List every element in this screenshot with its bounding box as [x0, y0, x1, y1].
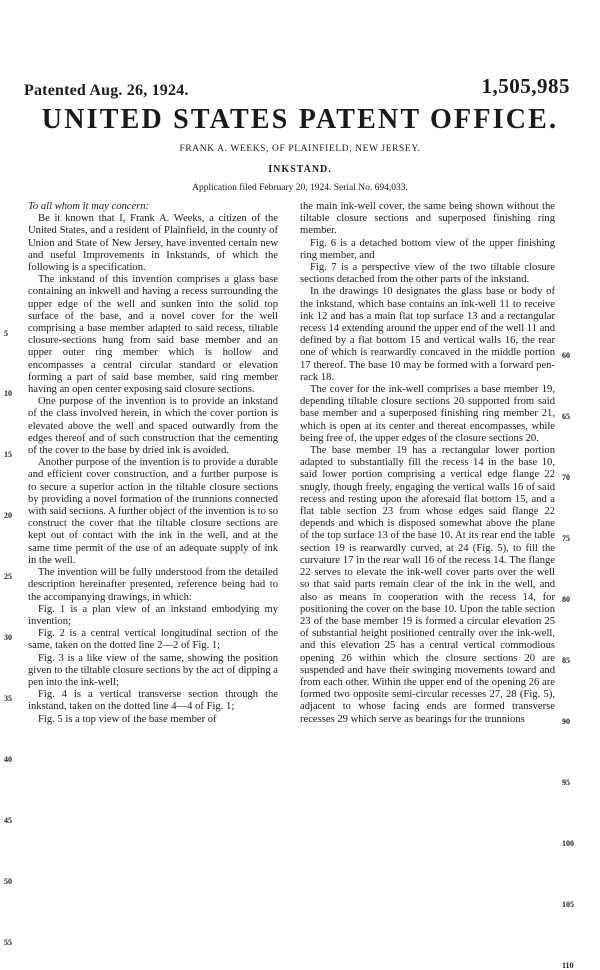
paragraph: The invention will be fully understood from the detailed description hereinafter presented, reference being had to the accompanying drawings, in which:	[28, 567, 278, 603]
paragraph: Fig. 1 is a plan view of an inkstand embodying my invention;	[28, 603, 278, 627]
line-number: 35	[4, 694, 12, 703]
invention-title: INKSTAND.	[268, 164, 332, 175]
paragraph: Fig. 2 is a central vertical longitudinal section of the same, taken on the dotted line 2—2 of Fig. 1;	[28, 628, 278, 652]
column-divider	[289, 205, 290, 870]
line-number: 45	[4, 816, 12, 825]
paragraph: In the drawings 10 designates the glass base or body of the inkstand, which base contains an ink-well 11 to receive ink 12 and has a main flat top surface 13 and a rectangular recess 14 extending around the upper end of the well 11 and defined by a flat bottom 15 and vertical walls 16, the rear one of which is rearwardly concaved in the middle portion 17 thereof. The base 10 may be formed with a forward pen-rack 18.	[300, 286, 555, 383]
line-number: 65	[562, 412, 570, 421]
salutation: To all whom it may concern:	[28, 201, 150, 212]
paragraph: Fig. 6 is a detached bottom view of the upper finishing ring member, and	[300, 237, 555, 261]
paragraph: The inkstand of this invention comprises a glass base containing an inkwell and having a recess surrounding the upper edge of the well and sunken into the solid top surface of the base, and a novel cover for the well comprising a base member adapted to said recess, tiltable closure-sections hung from said base member and an upper outer ring member which is hollow and encompasses a central circular standard or elevation forming a part of said base member, said ring member having an open center exposing said closure sections.	[28, 274, 278, 396]
office-title: UNITED STATES PATENT OFFICE.	[41, 104, 559, 135]
line-number: 25	[4, 572, 12, 581]
line-number: 50	[4, 877, 12, 886]
paragraph: Fig. 7 is a perspective view of the two tiltable closure sections detached from the other parts of the inkstand.	[300, 262, 555, 286]
line-number: 100	[562, 839, 574, 848]
line-number: 85	[562, 656, 570, 665]
line-number: 5	[4, 329, 8, 338]
paragraph: Fig. 5 is a top view of the base member of	[38, 713, 217, 725]
line-number: 80	[562, 595, 570, 604]
line-number: 15	[4, 450, 12, 459]
inventor-line: FRANK A. WEEKS, OF PLAINFIELD, NEW JERSEY.	[179, 144, 421, 154]
line-number: 60	[562, 351, 570, 360]
right-line-numbers	[562, 201, 584, 970]
application-line: Application filed February 20, 1924. Serial No. 694,033.	[192, 183, 408, 193]
line-number: 95	[562, 778, 570, 787]
paragraph: the main ink-well cover, the same being shown without the tiltable closure sections and superposed finishing ring member.	[300, 201, 555, 237]
line-number: 70	[562, 473, 570, 482]
paragraph: The base member 19 has a rectangular lower portion adapted to substantially fill the recess 14 in the base 10, said lower portion comprising a vertical edge flange 22 snugly, though freely, engaging the vertical walls 16 of said recess and resting upon the aforesaid flat bottom 15, and a flat table section 23 from whose edges said flange 22 depends and which is disposed somewhat above the plane of the top surface 13 of the base 10. At its rear end the table section 19 is rearwardly curved, at 24 (Fig. 5), to fill the curvature 17 in the rear wall 16 of the recess 14. The flange 22 serves to elevate the ink-well cover parts over the well so that said parts remain clear of the ink in the well, and also as means in cooperation with the recess 14, for positioning the cover on the base 10. Upon the table section 23 of the base member 19 is formed a circular elevation 25 of substantial height positioned centrally over the ink-well, and this elevation 25 has a central vertical commodious opening 26 within which the closure sections 20 are suspended and have their swinging movements toward and from each other. Within the upper end of the opening 26 are formed two opposite semi-circular recesses 27, 28 (Fig. 5), adjacent to whose facing ends are formed transverse recesses 29 which serve as bearings for the trunnions	[300, 445, 555, 725]
left-column	[28, 201, 278, 873]
paragraph: Fig. 4 is a vertical transverse section through the inkstand, taken on the dotted line 4—4 of Fig. 1;	[28, 689, 278, 713]
line-number: 110	[562, 961, 574, 970]
line-number: 30	[4, 633, 12, 642]
paragraph: Be it known that I, Frank A. Weeks, a citizen of the United States, and a resident of Plainfield, in the county of Union and State of New Jersey, have invented certain new and useful Improvements in Inkstands, of which the following is a specification.	[28, 213, 278, 274]
patent-date: Patented Aug. 26, 1924.	[24, 82, 189, 99]
paragraph: The cover for the ink-well comprises a base member 19, depending tiltable closure sections 20 supported from said base member and a superposed finishing ring member 21, which is open at its center and thereat encompasses, while being free of, the upper edges of the closure sections 20.	[300, 384, 555, 444]
line-number: 20	[4, 511, 12, 520]
line-number: 55	[4, 938, 12, 947]
paragraph: Another purpose of the invention is to provide a durable and efficient cover construction, and a further purpose is to secure a superior action in the tiltable closure sections by providing a novel formation of the trunnions connected with said sections. A further object of the invention is to so construct the cover that the tiltable closure sections are kept out of contact with the ink in the well, and at the same time permit of the use of an adequate supply of ink in the well.	[28, 457, 278, 566]
paragraph: One purpose of the invention is to provide an inkstand of the class involved herein, in which the cover portion is elevated above the well and spaced outwardly from the edges thereof and of such construction that the cementing of the cover to the base by dried ink is avoided.	[28, 396, 278, 457]
patent-number: 1,505,985	[481, 74, 570, 98]
left-line-numbers	[4, 201, 26, 947]
line-number: 90	[562, 717, 570, 726]
right-column	[300, 201, 555, 873]
line-number: 105	[562, 900, 574, 909]
paragraph: Fig. 3 is a like view of the same, showing the position given to the tiltable closure sections by the act of dipping a pen into the ink-well;	[28, 652, 278, 688]
line-number: 75	[562, 534, 570, 543]
line-number: 10	[4, 389, 12, 398]
line-number: 40	[4, 755, 12, 764]
